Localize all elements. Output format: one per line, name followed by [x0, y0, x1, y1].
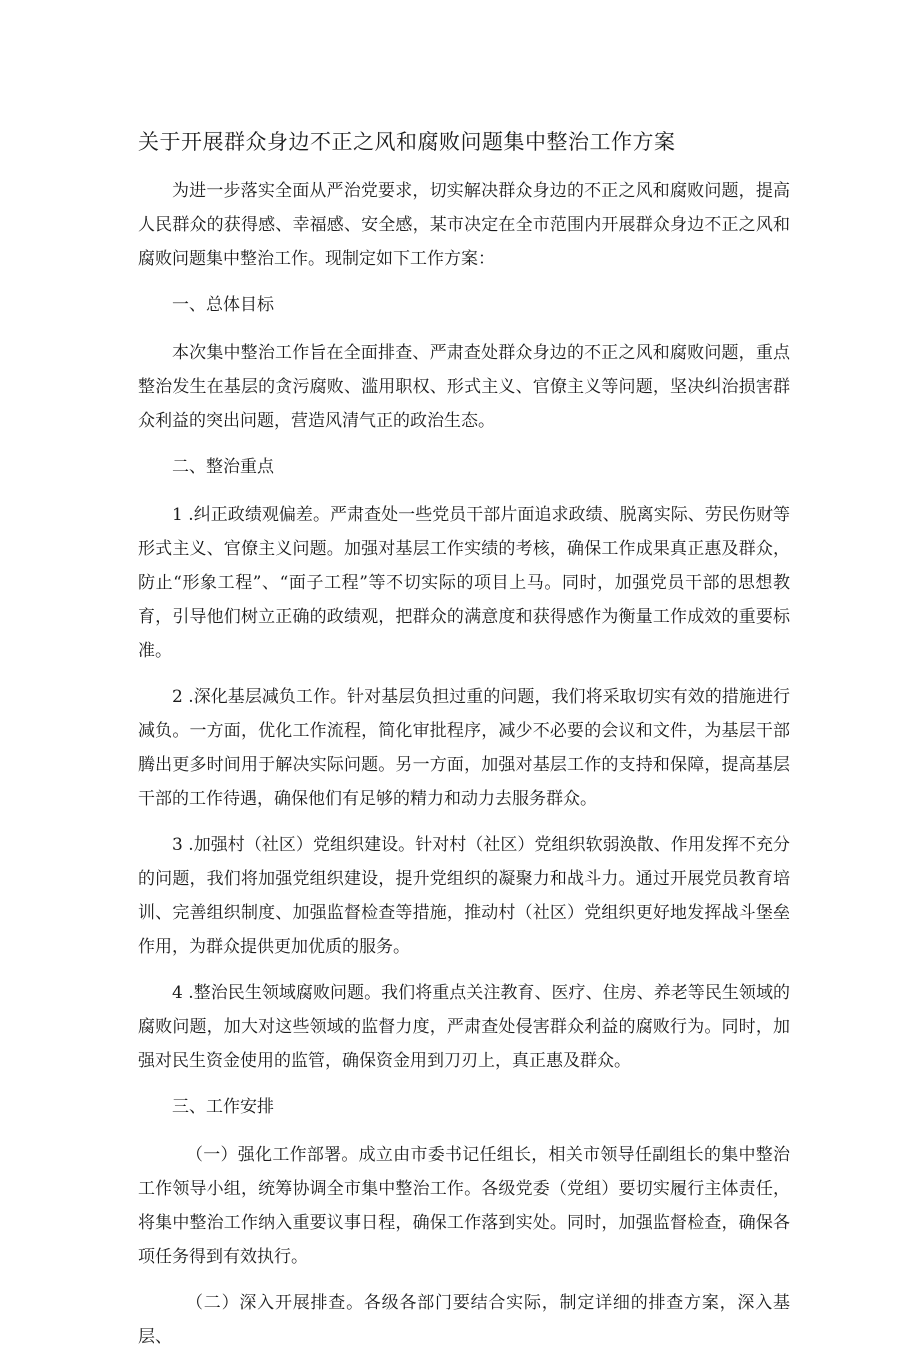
focus-item-1: 1 .纠正政绩观偏差。严肃查处一些党员干部片面追求政绩、脱离实际、劳民伤财等形式主义、官僚主义问题。加强对基层工作实绩的考核，确保工作成果真正惠及群众，防止“形象工程”、“面子工程”等不切实际的项目上马。同时，加强党员干部的思想教育，引导他们树立正确的政绩观，把群众的满意度和获得感作为衡量工作成效的重要标准。 [138, 505, 790, 661]
focus-item-4: 4 .整治民生领域腐败问题。我们将重点关注教育、医疗、住房、养老等民生领域的腐败问题，加大对这些领域的监督力度，严肃查处侵害群众利益的腐败行为。同时，加强对民生资金使用的监管，确保资金用到刀刃上，真正惠及群众。 [138, 983, 790, 1071]
document-title: 关于开展群众身边不正之风和腐败问题集中整治工作方案 [138, 130, 676, 154]
document-body [138, 174, 790, 1354]
focus-item-2: 2 .深化基层减负工作。针对基层负担过重的问题，我们将采取切实有效的措施进行减负。一方面，优化工作流程，简化审批程序，减少不必要的会议和文件，为基层干部腾出更多时间用于解决实际问题。另一方面，加强对基层工作的支持和保障，提高基层干部的工作待遇，确保他们有足够的精力和动力去服务群众。 [138, 687, 790, 809]
focus-item-3: 3 .加强村（社区）党组织建设。针对村（社区）党组织软弱涣散、作用发挥不充分的问题，我们将加强党组织建设，提升党组织的凝聚力和战斗力。通过开展党员教育培训、完善组织制度、加强监督检查等措施，推动村（社区）党组织更好地发挥战斗堡垒作用，为群众提供更加优质的服务。 [138, 835, 790, 957]
goals-paragraph: 本次集中整治工作旨在全面排查、严肃查处群众身边的不正之风和腐败问题，重点整治发生在基层的贪污腐败、滥用职权、形式主义、官僚主义等问题，坚决纠治损害群众利益的突出问题，营造风清气正的政治生态。 [138, 343, 790, 431]
section-heading-goals: 一、总体目标 [172, 295, 274, 315]
arrangement-item-1: （一）强化工作部署。成立由市委书记任组长，相关市领导任副组长的集中整治工作领导小组，统筹协调全市集中整治工作。各级党委（党组）要切实履行主体责任，将集中整治工作纳入重要议事日程，确保工作落到实处。同时，加强监督检查，确保各项任务得到有效执行。 [138, 1145, 790, 1267]
arrangement-item-2: （二）深入开展排查。各级各部门要结合实际，制定详细的排查方案，深入基层、 [138, 1293, 790, 1347]
section-heading-arrangement: 三、工作安排 [172, 1097, 274, 1117]
section-heading-focus: 二、整治重点 [172, 457, 274, 477]
intro-paragraph: 为进一步落实全面从严治党要求，切实解决群众身边的不正之风和腐败问题，提高人民群众的获得感、幸福感、安全感，某市决定在全市范围内开展群众身边不正之风和腐败问题集中整治工作。现制定如下工作方案： [138, 181, 790, 269]
